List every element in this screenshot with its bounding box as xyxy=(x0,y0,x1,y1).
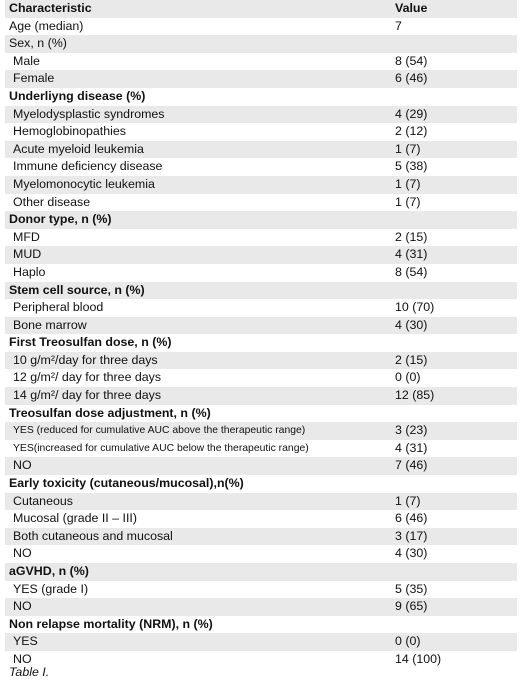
row-label: Sex, n (%) xyxy=(9,36,67,51)
table-row xyxy=(5,510,517,528)
table-row xyxy=(5,387,517,405)
table-row xyxy=(5,158,517,176)
row-label: MFD xyxy=(13,229,40,244)
row-label: Haplo xyxy=(13,264,46,279)
row-label: Stem cell source, n (%) xyxy=(9,282,145,297)
table-row xyxy=(5,651,517,669)
table-row xyxy=(5,123,517,141)
table-header-row xyxy=(5,0,517,18)
row-label: YES (grade I) xyxy=(13,581,89,596)
table-row xyxy=(5,299,517,317)
row-label: Early toxicity (cutaneous/mucosal),n(%) xyxy=(9,476,244,491)
row-value: 8 (54) xyxy=(395,264,428,279)
table-row xyxy=(5,581,517,599)
row-value: 2 (15) xyxy=(395,352,428,367)
table-row xyxy=(5,440,517,458)
row-value: 5 (35) xyxy=(395,581,428,596)
row-value: 2 (15) xyxy=(395,229,428,244)
row-value: 1 (7) xyxy=(395,176,421,191)
table-row xyxy=(5,493,517,511)
row-label: YES (reduced for cumulative AUC above the therapeutic range) xyxy=(13,425,306,437)
row-label: Acute myeloid leukemia xyxy=(13,141,144,156)
row-label: Immune deficiency disease xyxy=(13,159,163,174)
row-value: 0 (0) xyxy=(395,634,421,649)
table-row xyxy=(5,18,517,36)
row-label: aGVHD, n (%) xyxy=(9,564,89,578)
row-value: 6 (46) xyxy=(395,511,428,526)
row-value: 1 (7) xyxy=(395,493,421,508)
table-row xyxy=(5,141,517,159)
row-value: 8 (54) xyxy=(395,53,428,68)
table-row xyxy=(5,369,517,387)
table-caption: Table I. xyxy=(9,665,50,679)
section-header-row xyxy=(5,616,517,634)
table-row xyxy=(5,633,517,651)
row-label: Myelodysplastic syndromes xyxy=(13,106,165,121)
row-label: 12 g/m²/ day for three days xyxy=(13,370,162,385)
section-header-row xyxy=(5,405,517,423)
row-value: 4 (31) xyxy=(395,440,428,455)
table-row xyxy=(5,70,517,88)
row-value: 3 (23) xyxy=(395,423,428,438)
section-header-row xyxy=(5,475,517,493)
table-row xyxy=(5,53,517,71)
row-value: 14 (100) xyxy=(395,651,442,666)
table-row xyxy=(5,422,517,440)
row-label: Mucosal (grade II – III) xyxy=(13,511,137,526)
row-label: 10 g/m²/day for three days xyxy=(13,352,158,367)
row-label: MUD xyxy=(13,247,42,262)
row-label: NO xyxy=(13,458,32,473)
row-label: Cutaneous xyxy=(13,493,73,508)
row-value: 10 (70) xyxy=(395,300,435,315)
row-label: First Treosulfan dose, n (%) xyxy=(9,335,172,350)
row-label: YES xyxy=(13,634,38,649)
section-header-row xyxy=(5,563,517,581)
table-row xyxy=(5,317,517,335)
row-label: Treosulfan dose adjustment, n (%) xyxy=(9,405,211,420)
table-row xyxy=(5,229,517,247)
row-label: Male xyxy=(13,53,40,68)
header-characteristic: Characteristic xyxy=(9,1,92,15)
table-body xyxy=(5,18,517,669)
row-value: 1 (7) xyxy=(395,141,421,156)
row-label: YES(increased for cumulative AUC below the therapeutic range) xyxy=(13,442,309,454)
row-label: Both cutaneous and mucosal xyxy=(13,528,173,543)
table-row xyxy=(5,194,517,212)
row-label: Hemoglobinopathies xyxy=(13,124,126,139)
row-label: Age (median) xyxy=(9,18,84,33)
row-value: 1 (7) xyxy=(395,194,421,209)
characteristics-table xyxy=(5,0,517,669)
row-value: 12 (85) xyxy=(395,388,435,403)
row-label: Non relapse mortality (NRM), n (%) xyxy=(9,616,213,631)
row-value: 9 (65) xyxy=(395,599,428,614)
row-label: NO xyxy=(13,599,32,614)
section-header-row xyxy=(5,211,517,229)
row-value: 4 (29) xyxy=(395,106,428,121)
table-row xyxy=(5,246,517,264)
row-label: NO xyxy=(13,651,32,666)
table-row xyxy=(5,457,517,475)
row-label: 14 g/m²/ day for three days xyxy=(13,388,162,403)
row-value: 6 (46) xyxy=(395,71,428,86)
row-value: 4 (30) xyxy=(395,546,428,561)
row-value: 2 (12) xyxy=(395,124,428,139)
row-value: 0 (0) xyxy=(395,370,421,385)
row-label: Peripheral blood xyxy=(13,300,104,315)
table-row xyxy=(5,264,517,282)
row-value: 5 (38) xyxy=(395,159,428,174)
row-label: Underliyng disease (%) xyxy=(9,88,146,103)
row-label: Myelomonocytic leukemia xyxy=(13,176,155,191)
row-label: Donor type, n (%) xyxy=(9,212,112,227)
table-row xyxy=(5,176,517,194)
row-label: NO xyxy=(13,546,32,561)
section-header-row xyxy=(5,282,517,300)
row-value: 4 (31) xyxy=(395,247,428,262)
row-value: 7 xyxy=(395,18,402,33)
row-label: Bone marrow xyxy=(13,317,87,332)
section-header-row xyxy=(5,334,517,352)
row-label: Other disease xyxy=(13,194,91,209)
row-label: Female xyxy=(13,71,55,86)
row-value: 3 (17) xyxy=(395,528,428,543)
header-value: Value xyxy=(395,1,428,15)
table-row xyxy=(5,35,517,53)
row-value: 7 (46) xyxy=(395,458,428,473)
table-row xyxy=(5,598,517,616)
section-header-row xyxy=(5,88,517,106)
table-row xyxy=(5,352,517,370)
row-value: 4 (30) xyxy=(395,317,428,332)
table-row xyxy=(5,545,517,563)
table-row xyxy=(5,528,517,546)
table-row xyxy=(5,106,517,124)
